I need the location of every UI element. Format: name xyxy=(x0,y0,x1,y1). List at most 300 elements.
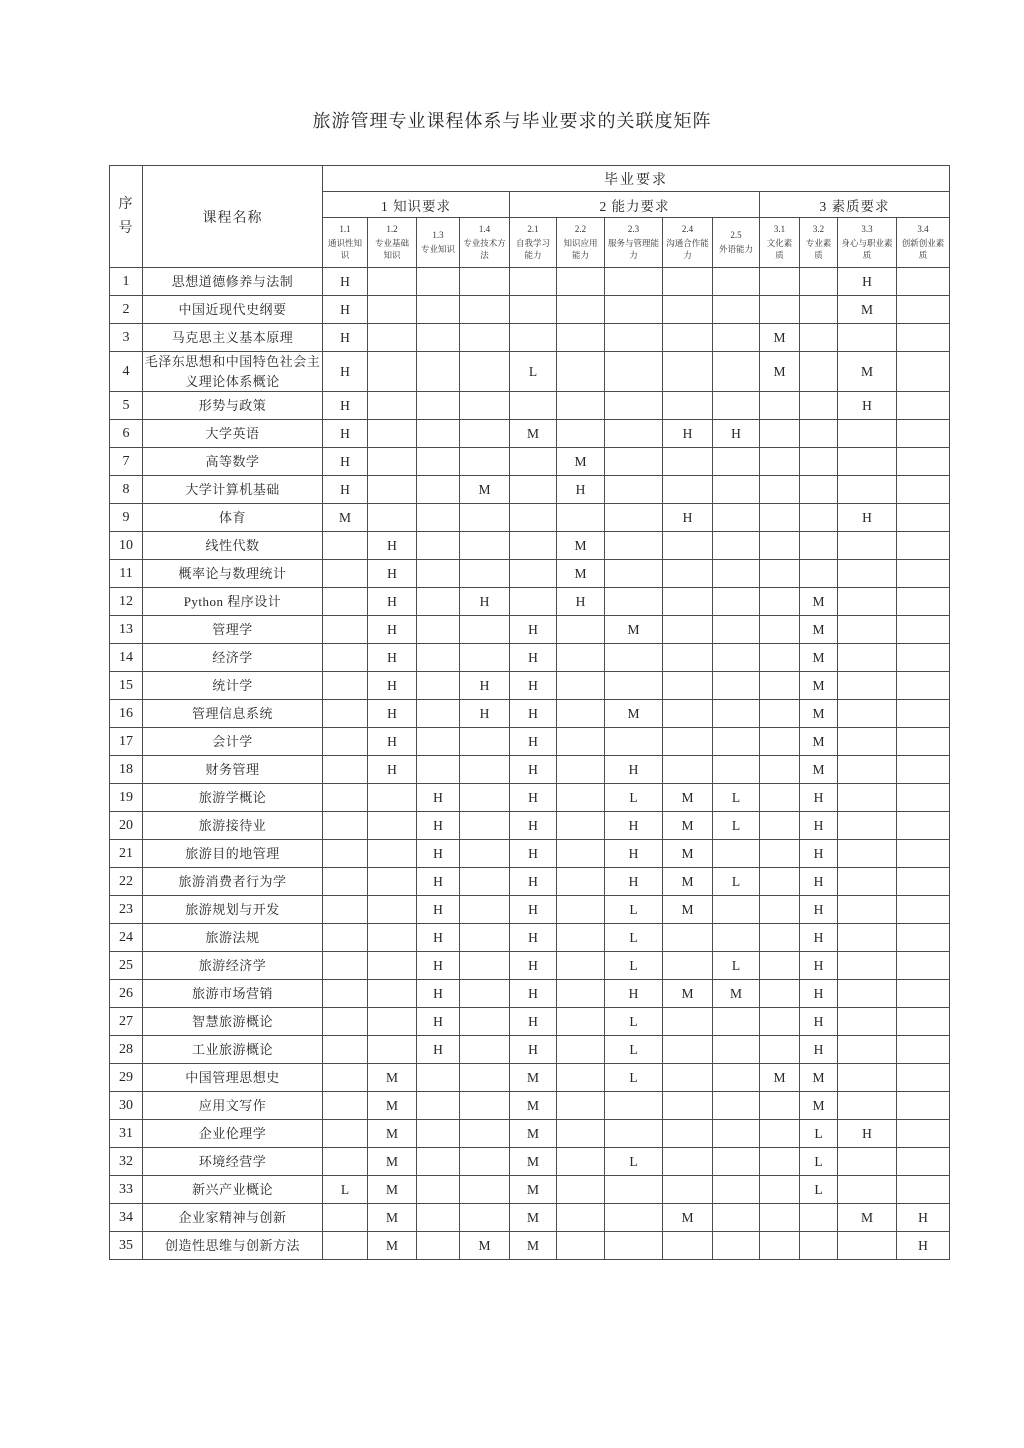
correlation-value-cell xyxy=(460,952,510,980)
correlation-value-cell: M xyxy=(460,476,510,504)
correlation-value-cell xyxy=(897,1176,950,1204)
subcolumn-header xyxy=(460,218,510,268)
correlation-value-cell: M xyxy=(510,1092,557,1120)
correlation-value-cell: M xyxy=(800,644,838,672)
correlation-value-cell: M xyxy=(800,1064,838,1092)
correlation-value-cell: M xyxy=(760,1064,800,1092)
correlation-value-cell xyxy=(713,560,760,588)
correlation-value-cell xyxy=(663,1148,713,1176)
table-row xyxy=(110,868,950,896)
correlation-value-cell xyxy=(897,1008,950,1036)
correlation-value-cell xyxy=(713,1036,760,1064)
correlation-value-cell xyxy=(663,1036,713,1064)
table-row xyxy=(110,1036,950,1064)
correlation-value-cell xyxy=(368,476,417,504)
course-name-cell: 体育 xyxy=(143,504,323,532)
correlation-value-cell xyxy=(663,268,713,296)
correlation-value-cell xyxy=(897,560,950,588)
correlation-value-cell xyxy=(417,324,460,352)
correlation-value-cell xyxy=(663,324,713,352)
correlation-value-cell: M xyxy=(368,1204,417,1232)
correlation-value-cell: H xyxy=(460,700,510,728)
correlation-value-cell xyxy=(368,868,417,896)
subcolumn-header xyxy=(417,218,460,268)
correlation-value-cell xyxy=(897,268,950,296)
correlation-value-cell xyxy=(417,616,460,644)
row-index-cell: 19 xyxy=(110,784,143,812)
correlation-value-cell xyxy=(557,616,605,644)
correlation-value-cell: H xyxy=(323,448,368,476)
correlation-value-cell: H xyxy=(323,268,368,296)
correlation-value-cell: H xyxy=(368,672,417,700)
correlation-value-cell: L xyxy=(713,952,760,980)
correlation-value-cell: H xyxy=(510,700,557,728)
correlation-value-cell xyxy=(605,532,663,560)
correlation-value-cell xyxy=(417,296,460,324)
correlation-value-cell xyxy=(713,756,760,784)
correlation-value-cell xyxy=(417,588,460,616)
correlation-value-cell: M xyxy=(663,1204,713,1232)
table-row xyxy=(110,980,950,1008)
correlation-value-cell xyxy=(663,588,713,616)
correlation-value-cell: H xyxy=(417,924,460,952)
correlation-value-cell: M xyxy=(368,1232,417,1260)
correlation-value-cell: M xyxy=(368,1120,417,1148)
correlation-value-cell xyxy=(897,644,950,672)
subcolumn-name: 专业知识 xyxy=(420,243,455,254)
correlation-value-cell: L xyxy=(605,1148,663,1176)
correlation-value-cell: M xyxy=(605,700,663,728)
correlation-value-cell: H xyxy=(605,980,663,1008)
correlation-value-cell xyxy=(605,420,663,448)
correlation-value-cell xyxy=(368,784,417,812)
correlation-value-cell xyxy=(838,532,897,560)
correlation-value-cell xyxy=(417,268,460,296)
row-index-cell: 10 xyxy=(110,532,143,560)
correlation-value-cell: H xyxy=(897,1204,950,1232)
correlation-value-cell xyxy=(460,784,510,812)
course-name-cell: 中国管理思想史 xyxy=(143,1064,323,1092)
correlation-value-cell xyxy=(417,560,460,588)
header-graduation-requirements: 毕业要求 xyxy=(323,166,950,192)
correlation-value-cell xyxy=(663,532,713,560)
correlation-value-cell xyxy=(838,1148,897,1176)
subcolumn-header xyxy=(760,218,800,268)
correlation-value-cell xyxy=(417,700,460,728)
correlation-value-cell xyxy=(838,1232,897,1260)
correlation-value-cell xyxy=(460,268,510,296)
correlation-value-cell xyxy=(713,840,760,868)
table-row xyxy=(110,784,950,812)
correlation-value-cell xyxy=(557,1232,605,1260)
correlation-value-cell xyxy=(417,1148,460,1176)
correlation-value-cell xyxy=(417,728,460,756)
correlation-value-cell: H xyxy=(417,1008,460,1036)
correlation-value-cell xyxy=(800,560,838,588)
correlation-value-cell: M xyxy=(838,352,897,392)
correlation-value-cell xyxy=(713,616,760,644)
correlation-value-cell xyxy=(368,1036,417,1064)
correlation-value-cell xyxy=(663,952,713,980)
header-group-quality: 3 素质要求 xyxy=(760,192,950,218)
correlation-value-cell xyxy=(713,1204,760,1232)
table-row xyxy=(110,1120,950,1148)
correlation-value-cell: H xyxy=(800,868,838,896)
correlation-value-cell xyxy=(713,324,760,352)
correlation-value-cell: M xyxy=(800,756,838,784)
correlation-value-cell: H xyxy=(800,1008,838,1036)
correlation-value-cell: H xyxy=(368,532,417,560)
correlation-value-cell xyxy=(713,1092,760,1120)
correlation-value-cell: H xyxy=(417,868,460,896)
correlation-value-cell: M xyxy=(510,420,557,448)
correlation-value-cell xyxy=(460,1176,510,1204)
correlation-value-cell xyxy=(713,392,760,420)
correlation-value-cell xyxy=(323,560,368,588)
subcolumn-header xyxy=(713,218,760,268)
correlation-value-cell xyxy=(897,1148,950,1176)
correlation-value-cell xyxy=(713,1064,760,1092)
correlation-value-cell xyxy=(713,672,760,700)
subcolumn-header xyxy=(605,218,663,268)
correlation-value-cell xyxy=(323,924,368,952)
correlation-value-cell: H xyxy=(800,812,838,840)
correlation-value-cell: M xyxy=(760,324,800,352)
correlation-value-cell: M xyxy=(663,980,713,1008)
correlation-value-cell xyxy=(323,588,368,616)
correlation-value-cell xyxy=(838,616,897,644)
correlation-value-cell: M xyxy=(557,532,605,560)
course-name-cell: 旅游消费者行为学 xyxy=(143,868,323,896)
correlation-value-cell xyxy=(897,896,950,924)
correlation-value-cell xyxy=(417,448,460,476)
correlation-value-cell xyxy=(323,812,368,840)
correlation-value-cell xyxy=(557,840,605,868)
correlation-value-cell xyxy=(323,756,368,784)
correlation-value-cell: M xyxy=(368,1092,417,1120)
table-row xyxy=(110,532,950,560)
correlation-value-cell: H xyxy=(663,420,713,448)
course-name-cell: 旅游目的地管理 xyxy=(143,840,323,868)
row-index-cell: 22 xyxy=(110,868,143,896)
correlation-value-cell xyxy=(605,728,663,756)
correlation-value-cell xyxy=(368,952,417,980)
course-name-cell: 统计学 xyxy=(143,672,323,700)
correlation-value-cell xyxy=(323,784,368,812)
row-index-cell: 11 xyxy=(110,560,143,588)
subcolumn-name: 专业素质 xyxy=(805,237,832,260)
table-row xyxy=(110,296,950,324)
correlation-value-cell xyxy=(323,616,368,644)
correlation-value-cell xyxy=(897,924,950,952)
correlation-value-cell xyxy=(605,588,663,616)
table-row xyxy=(110,1008,950,1036)
correlation-value-cell xyxy=(713,1176,760,1204)
course-name-cell: 马克思主义基本原理 xyxy=(143,324,323,352)
correlation-value-cell: M xyxy=(510,1176,557,1204)
correlation-value-cell xyxy=(663,672,713,700)
correlation-value-cell xyxy=(713,644,760,672)
correlation-value-cell xyxy=(760,868,800,896)
correlation-value-cell xyxy=(838,952,897,980)
correlation-value-cell: M xyxy=(800,700,838,728)
correlation-value-cell xyxy=(460,1204,510,1232)
correlation-value-cell: H xyxy=(838,392,897,420)
correlation-value-cell xyxy=(838,980,897,1008)
correlation-value-cell xyxy=(760,476,800,504)
correlation-value-cell xyxy=(417,532,460,560)
table-row xyxy=(110,756,950,784)
correlation-value-cell xyxy=(417,644,460,672)
correlation-value-cell xyxy=(510,560,557,588)
subcolumn-number: 3.2 xyxy=(812,223,825,234)
row-index-cell: 30 xyxy=(110,1092,143,1120)
correlation-value-cell xyxy=(838,1092,897,1120)
correlation-value-cell xyxy=(760,1232,800,1260)
correlation-value-cell xyxy=(713,1148,760,1176)
table-row xyxy=(110,1232,950,1260)
correlation-value-cell: H xyxy=(510,1008,557,1036)
correlation-value-cell xyxy=(557,896,605,924)
correlation-value-cell xyxy=(605,1204,663,1232)
subcolumn-name: 创新创业素质 xyxy=(901,237,945,260)
correlation-value-cell xyxy=(557,504,605,532)
correlation-value-cell xyxy=(605,1120,663,1148)
correlation-value-cell xyxy=(460,532,510,560)
correlation-value-cell: H xyxy=(510,672,557,700)
correlation-value-cell xyxy=(557,1176,605,1204)
correlation-value-cell xyxy=(557,672,605,700)
correlation-value-cell: L xyxy=(605,924,663,952)
correlation-value-cell xyxy=(460,980,510,1008)
row-index-cell: 18 xyxy=(110,756,143,784)
correlation-value-cell xyxy=(368,352,417,392)
correlation-value-cell xyxy=(760,588,800,616)
correlation-value-cell xyxy=(663,296,713,324)
correlation-value-cell xyxy=(460,1036,510,1064)
correlation-value-cell xyxy=(838,784,897,812)
table-row xyxy=(110,448,950,476)
correlation-value-cell xyxy=(800,420,838,448)
correlation-value-cell: L xyxy=(605,1064,663,1092)
correlation-value-cell xyxy=(760,1204,800,1232)
row-index-cell: 17 xyxy=(110,728,143,756)
correlation-value-cell xyxy=(557,812,605,840)
correlation-value-cell: H xyxy=(417,784,460,812)
correlation-value-cell xyxy=(760,952,800,980)
table-row xyxy=(110,840,950,868)
correlation-value-cell xyxy=(838,896,897,924)
correlation-value-cell: L xyxy=(800,1176,838,1204)
correlation-value-cell xyxy=(663,1232,713,1260)
correlation-value-cell xyxy=(897,324,950,352)
correlation-value-cell: L xyxy=(713,812,760,840)
correlation-value-cell xyxy=(460,1008,510,1036)
correlation-value-cell xyxy=(760,784,800,812)
correlation-value-cell: H xyxy=(510,924,557,952)
correlation-value-cell xyxy=(323,1120,368,1148)
correlation-value-cell: H xyxy=(323,392,368,420)
subcolumn-number: 2.2 xyxy=(574,223,587,234)
row-index-cell: 23 xyxy=(110,896,143,924)
correlation-value-cell xyxy=(557,700,605,728)
correlation-value-cell: H xyxy=(510,980,557,1008)
correlation-value-cell xyxy=(417,352,460,392)
correlation-value-cell xyxy=(460,392,510,420)
correlation-value-cell xyxy=(323,868,368,896)
correlation-value-cell xyxy=(838,1064,897,1092)
correlation-value-cell xyxy=(460,504,510,532)
correlation-value-cell: H xyxy=(800,952,838,980)
correlation-value-cell xyxy=(838,588,897,616)
row-index-cell: 34 xyxy=(110,1204,143,1232)
correlation-value-cell: H xyxy=(510,784,557,812)
header-row-top xyxy=(110,166,950,192)
correlation-value-cell xyxy=(760,1120,800,1148)
correlation-value-cell: L xyxy=(713,784,760,812)
subcolumn-name: 知识应用能力 xyxy=(563,237,598,260)
table-row xyxy=(110,1092,950,1120)
correlation-value-cell xyxy=(323,1064,368,1092)
correlation-value-cell xyxy=(800,268,838,296)
subcolumn-header xyxy=(557,218,605,268)
correlation-value-cell xyxy=(460,896,510,924)
course-name-cell: 旅游经济学 xyxy=(143,952,323,980)
correlation-value-cell xyxy=(760,924,800,952)
correlation-value-cell xyxy=(557,868,605,896)
correlation-value-cell xyxy=(663,1176,713,1204)
correlation-value-cell xyxy=(760,448,800,476)
correlation-value-cell xyxy=(897,476,950,504)
correlation-value-cell: L xyxy=(605,952,663,980)
subcolumn-header xyxy=(800,218,838,268)
correlation-value-cell xyxy=(838,448,897,476)
correlation-value-cell: H xyxy=(460,588,510,616)
correlation-value-cell: H xyxy=(838,268,897,296)
correlation-value-cell: M xyxy=(460,1232,510,1260)
correlation-value-cell xyxy=(897,1064,950,1092)
correlation-value-cell: H xyxy=(323,476,368,504)
correlation-value-cell xyxy=(760,980,800,1008)
correlation-value-cell xyxy=(760,1036,800,1064)
correlation-value-cell xyxy=(323,1232,368,1260)
correlation-value-cell xyxy=(713,532,760,560)
correlation-value-cell: H xyxy=(510,952,557,980)
correlation-value-cell xyxy=(713,352,760,392)
correlation-value-cell: H xyxy=(605,840,663,868)
correlation-value-cell: H xyxy=(417,840,460,868)
correlation-value-cell xyxy=(663,756,713,784)
correlation-value-cell xyxy=(460,644,510,672)
subcolumn-number: 1.3 xyxy=(432,229,444,240)
correlation-value-cell xyxy=(838,420,897,448)
correlation-value-cell xyxy=(460,420,510,448)
correlation-value-cell xyxy=(323,1036,368,1064)
correlation-value-cell xyxy=(838,924,897,952)
correlation-value-cell xyxy=(323,532,368,560)
correlation-value-cell xyxy=(510,532,557,560)
correlation-value-cell xyxy=(897,420,950,448)
correlation-value-cell: M xyxy=(713,980,760,1008)
correlation-value-cell xyxy=(368,896,417,924)
correlation-value-cell xyxy=(838,728,897,756)
correlation-value-cell xyxy=(323,1148,368,1176)
correlation-value-cell: H xyxy=(800,840,838,868)
correlation-matrix-table xyxy=(109,165,950,1260)
correlation-value-cell xyxy=(663,1092,713,1120)
correlation-value-cell: H xyxy=(605,868,663,896)
correlation-value-cell xyxy=(838,812,897,840)
correlation-value-cell xyxy=(760,896,800,924)
correlation-value-cell xyxy=(557,392,605,420)
table-row xyxy=(110,896,950,924)
correlation-value-cell xyxy=(838,324,897,352)
correlation-value-cell: H xyxy=(510,1036,557,1064)
correlation-value-cell: M xyxy=(663,896,713,924)
correlation-value-cell xyxy=(460,324,510,352)
correlation-value-cell xyxy=(838,644,897,672)
table-row xyxy=(110,352,950,392)
correlation-value-cell xyxy=(605,324,663,352)
correlation-value-cell: M xyxy=(557,448,605,476)
correlation-value-cell xyxy=(510,448,557,476)
correlation-value-cell xyxy=(760,1092,800,1120)
correlation-value-cell xyxy=(713,476,760,504)
correlation-value-cell xyxy=(510,268,557,296)
row-index-cell: 16 xyxy=(110,700,143,728)
correlation-value-cell xyxy=(663,616,713,644)
correlation-value-cell: H xyxy=(605,756,663,784)
subcolumn-name: 通识性知识 xyxy=(327,237,362,260)
table-row xyxy=(110,268,950,296)
correlation-value-cell xyxy=(838,672,897,700)
row-index-cell: 1 xyxy=(110,268,143,296)
correlation-value-cell xyxy=(460,1148,510,1176)
correlation-value-cell xyxy=(800,296,838,324)
correlation-value-cell xyxy=(557,1204,605,1232)
correlation-value-cell: H xyxy=(510,644,557,672)
correlation-value-cell xyxy=(557,1064,605,1092)
correlation-value-cell xyxy=(897,392,950,420)
correlation-value-cell xyxy=(800,1204,838,1232)
course-name-cell: 管理信息系统 xyxy=(143,700,323,728)
correlation-value-cell: H xyxy=(323,420,368,448)
correlation-value-cell xyxy=(760,728,800,756)
correlation-value-cell: L xyxy=(800,1148,838,1176)
correlation-value-cell: H xyxy=(510,728,557,756)
correlation-value-cell xyxy=(760,616,800,644)
correlation-value-cell xyxy=(323,840,368,868)
correlation-value-cell xyxy=(760,756,800,784)
correlation-value-cell xyxy=(460,296,510,324)
correlation-value-cell xyxy=(323,1204,368,1232)
correlation-value-cell xyxy=(417,1120,460,1148)
correlation-value-cell xyxy=(897,296,950,324)
table-row xyxy=(110,1148,950,1176)
course-name-cell: 高等数学 xyxy=(143,448,323,476)
correlation-value-cell xyxy=(557,1092,605,1120)
table-row xyxy=(110,392,950,420)
correlation-value-cell xyxy=(838,1008,897,1036)
table-row xyxy=(110,560,950,588)
subcolumn-name: 身心与职业素质 xyxy=(841,237,893,260)
subcolumn-number: 3.3 xyxy=(861,223,873,234)
correlation-value-cell xyxy=(605,1232,663,1260)
subcolumn-header xyxy=(323,218,368,268)
table-row xyxy=(110,1064,950,1092)
row-index-cell: 25 xyxy=(110,952,143,980)
correlation-value-cell: H xyxy=(323,352,368,392)
